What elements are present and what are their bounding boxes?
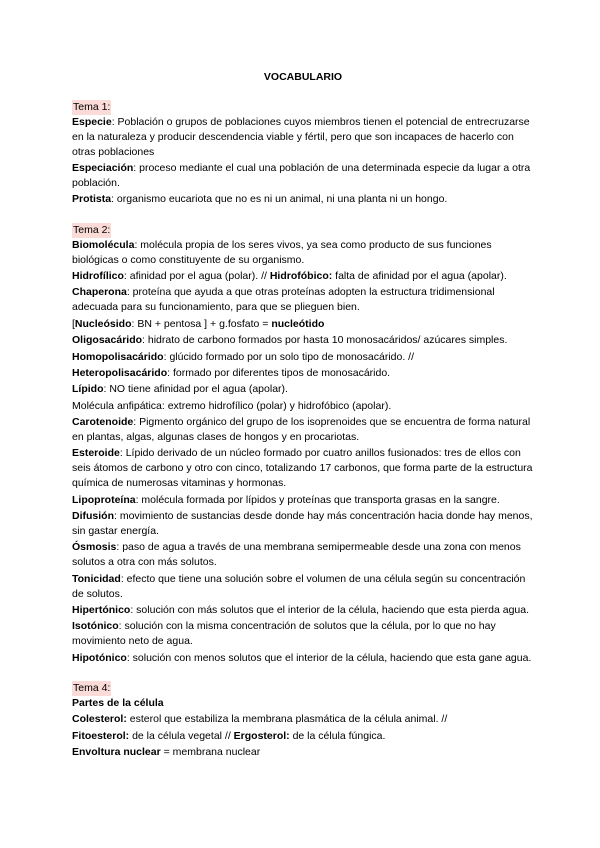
definition: : molécula propia de los seres vivos, ya sea como producto de sus funciones biológicas o como constituyente de su organismo. [72, 238, 492, 266]
bracket: [ [72, 317, 75, 330]
entry-heteropolisacarido [72, 366, 534, 381]
entry-chaperona [72, 285, 534, 315]
subheading-text: Partes de la célula [72, 697, 164, 710]
definition: esterol que estabiliza la membrana plasmática de la célula animal. // [126, 713, 448, 726]
definition: : Pigmento orgánico del grupo de los isoprenoides que se encuentra de forma natural en plantas, algas, algunas clases de hongos y en procariotas. [72, 416, 531, 444]
definition: falta de afinidad por el agua (apolar). [332, 269, 507, 282]
tema-4-subheading [72, 696, 534, 711]
definition: : proteína que ayuda a que otras proteínas adopten la estructura tridimensional adecuada para su funcionamiento, para que se plieguen bien. [72, 286, 495, 314]
entry-protista [72, 192, 534, 207]
term: Nucleósido [74, 317, 132, 330]
page-title: VOCABULARIO [263, 71, 343, 83]
definition: : paso de agua a través de una membrana semipermeable desde una zona con menos solutos a otra con más solutos. [72, 541, 521, 569]
entry-especie [72, 115, 534, 160]
term: Tonicidad [72, 572, 121, 585]
entry-oligosacarido [72, 333, 534, 348]
term: Hidrofílico [72, 269, 124, 282]
term: Colesterol: [72, 713, 127, 726]
section-tema-2 [72, 223, 534, 666]
term: Ósmosis [72, 541, 117, 554]
tema-2-heading: Tema 2: [73, 223, 111, 236]
entry-fitoesterol [72, 729, 534, 744]
term: Esteroide [72, 447, 120, 460]
term: Carotenoide [72, 416, 134, 429]
definition: : proceso mediante el cual una población de una determinada especie da lugar a otra población. [72, 162, 531, 189]
entry-colesterol [72, 712, 534, 727]
definition: : afinidad por el agua (polar). // [123, 269, 270, 282]
document-page [72, 70, 534, 762]
term: Oligosacárido [72, 334, 143, 347]
entry-osmosis [72, 540, 534, 570]
definition: : Población o grupos de poblaciones cuyos miembros tienen el potencial de entrecruzarse en la naturaleza y producir descendencia viable y fértil, pero que son incapaces de hacerlo con otras poblaciones [72, 115, 530, 158]
term: Protista [72, 193, 112, 206]
definition: = membrana nuclear [160, 746, 261, 759]
term: Isotónico [72, 620, 119, 633]
term: Lipoproteína [72, 493, 136, 506]
term: nucleótido [271, 317, 325, 330]
definition: : Lípido derivado de un núcleo formado por cuatro anillos fusionados: tres de ellos con seis átomos de carbono y otro con cinco, totalizando 17 carbonos, que forma parte de la estructura química de numerosas vitaminas y hormonas. [72, 447, 533, 490]
section-tema-1 [72, 100, 534, 207]
term: Difusión [72, 510, 114, 523]
definition: : efecto que tiene una solución sobre el volumen de una célula según su concentración de solutos. [72, 572, 526, 600]
definition: : organismo eucariota que no es ni un animal, ni una planta ni un hongo. [111, 193, 448, 206]
term: Homopolisacárido [72, 350, 164, 363]
entry-nucleosido [72, 317, 534, 332]
term: Especiación [72, 162, 134, 175]
definition: : hidrato de carbono formados por hasta 10 monosacáridos/ azúcares simples. [142, 334, 508, 347]
definition: : molécula formada por lípidos y proteínas que transporta grasas en la sangre. [135, 493, 500, 506]
definition: : glúcido formado por un solo tipo de monosacárido. // [163, 350, 415, 363]
term: Ergosterol: [233, 729, 290, 742]
definition: : solución con la misma concentración de solutos que la célula, por lo que no hay movimiento neto de agua. [72, 620, 496, 648]
entry-isotonico [72, 619, 534, 649]
definition: de la célula fúngica. [289, 729, 386, 742]
definition: : formado por diferentes tipos de monosacárido. [167, 366, 391, 379]
term: Chaperona [72, 286, 127, 299]
entry-especiacion [72, 161, 534, 191]
entry-lipido [72, 382, 534, 397]
entry-biomolecula [72, 238, 534, 268]
entry-carotenoide [72, 415, 534, 445]
entry-envoltura-nuclear [72, 745, 534, 760]
term: Hipotónico [72, 651, 127, 664]
entry-lipoproteina [72, 493, 534, 508]
entry-tonicidad [72, 572, 534, 602]
entry-difusion [72, 509, 534, 539]
definition: de la célula vegetal // [129, 729, 234, 742]
entry-hipertonico [72, 603, 534, 618]
section-tema-4 [72, 681, 534, 760]
definition: : NO tiene afinidad por el agua (apolar). [103, 383, 288, 396]
definition: : solución con más solutos que el interior de la célula, haciendo que esta pierda agua. [130, 604, 530, 616]
definition: : BN + pentosa ] + g.fosfato = [131, 317, 272, 330]
term: Fitoesterol: [72, 729, 130, 742]
term: Hidrofóbico: [269, 269, 333, 282]
term: Especie [72, 115, 112, 128]
entry-anfipatica: Molécula anfipática: extremo hidrofílico (polar) y hidrofóbico (apolar). [72, 399, 392, 412]
term: Heteropolisacárido [72, 366, 168, 379]
entry-hidrofilico [72, 269, 534, 284]
definition: : solución con menos solutos que el interior de la célula, haciendo que esta gane agua. [126, 651, 532, 664]
tema-4-heading: Tema 4: [73, 682, 111, 695]
term: Biomolécula [72, 238, 135, 251]
term: Lípido [72, 383, 104, 396]
entry-hipotonico [72, 651, 534, 666]
definition: : movimiento de sustancias desde donde hay más concentración hacia donde hay menos, sin gastar energía. [72, 510, 533, 537]
entry-homopolisacarido [72, 350, 534, 365]
entry-esteroide [72, 446, 534, 491]
term: Hipertónico [72, 604, 131, 616]
tema-1-heading: Tema 1: [73, 100, 111, 113]
term: Envoltura nuclear [72, 746, 161, 759]
